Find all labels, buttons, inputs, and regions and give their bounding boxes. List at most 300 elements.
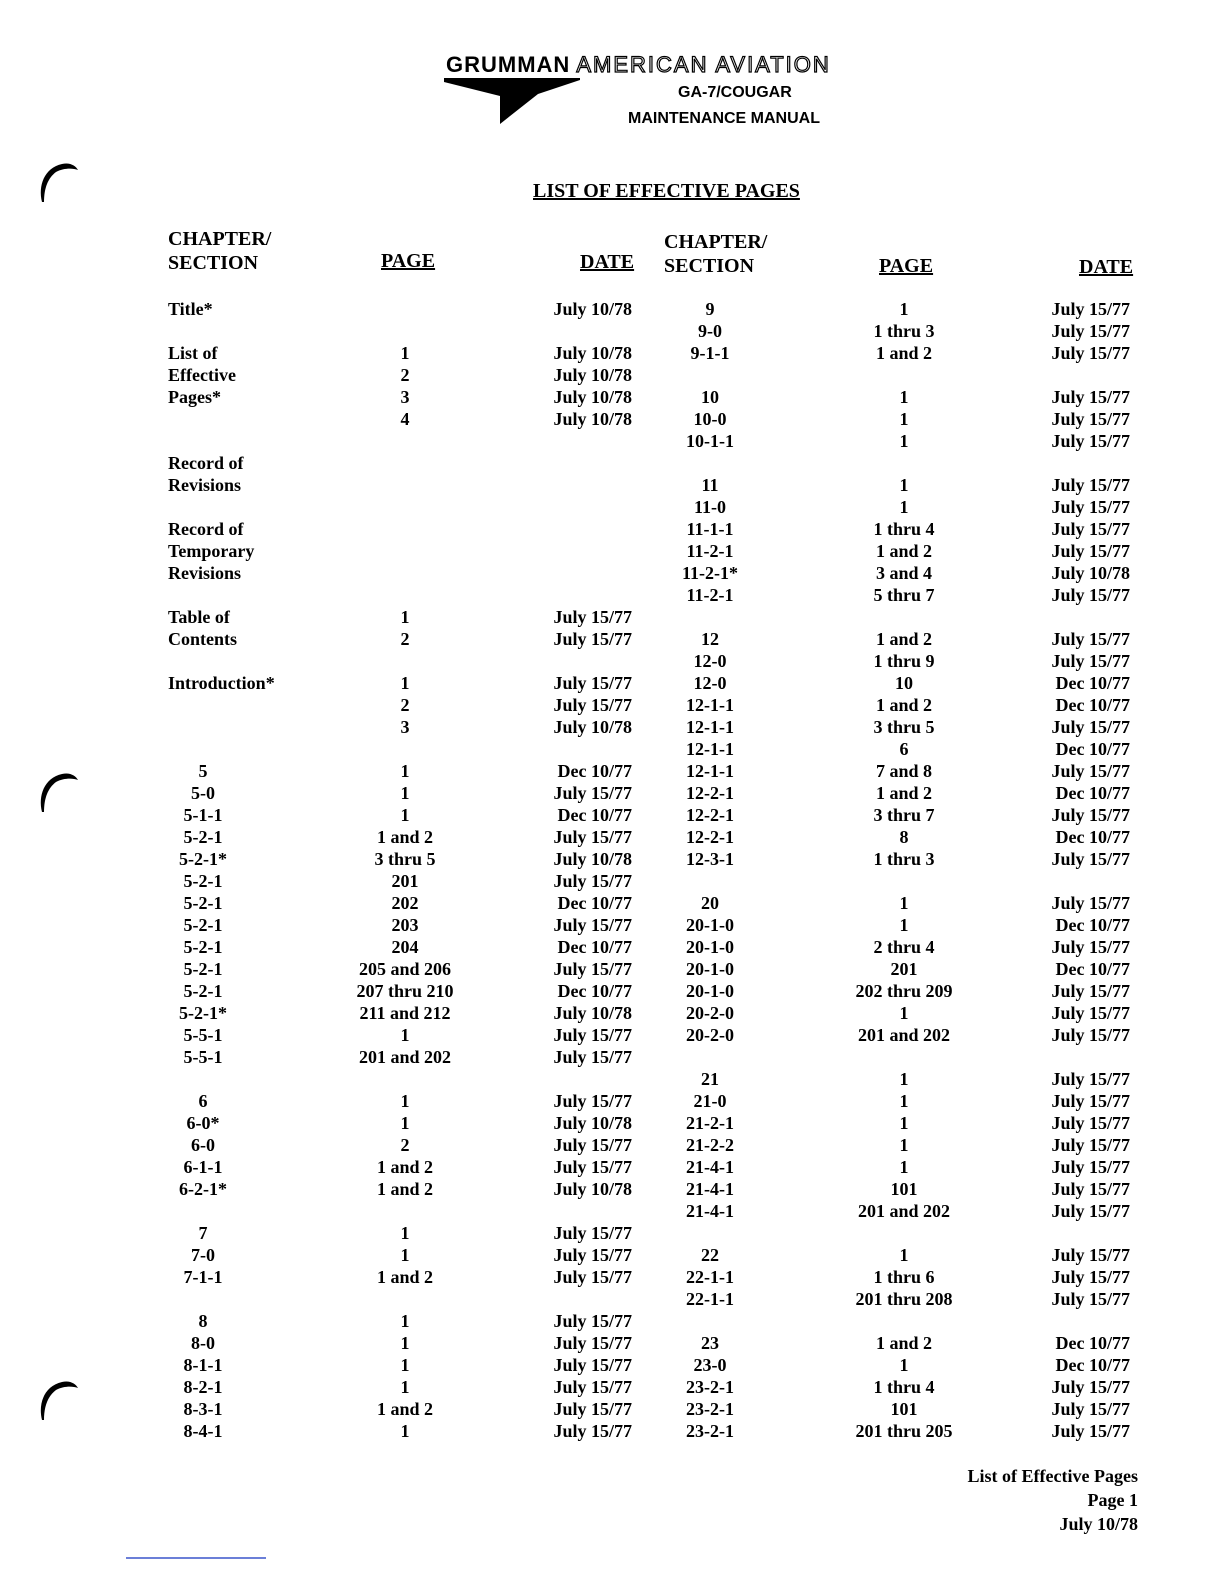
right_table-date-cell: Dec 10/77 (1055, 959, 1130, 979)
right_table-section-cell: 21 (701, 1069, 719, 1089)
right_table-page-cell: 201 thru 205 (855, 1421, 953, 1441)
left_table-section-cell: 5-5-1 (183, 1047, 223, 1067)
left_table-section-cell: Contents (168, 629, 238, 649)
right_table-date-cell: July 15/77 (1051, 1069, 1130, 1089)
left_table-section-cell: 6-2-1* (179, 1179, 227, 1199)
right_table-date-cell: July 15/77 (1051, 497, 1130, 517)
right_table-section-cell: 10-1-1 (686, 431, 734, 451)
right_table-date-cell: July 15/77 (1051, 1245, 1130, 1265)
left_table-page-cell: 1 (400, 1025, 410, 1045)
left_table-page-cell (330, 738, 480, 760)
document-header (440, 52, 900, 142)
right-date-header: DATE (1079, 256, 1134, 278)
chapter-label: CHAPTER/ (664, 231, 768, 253)
right_table-section-cell (650, 452, 770, 474)
right_table-page-cell: 1 (899, 409, 909, 429)
left_table-page-cell: 1 (400, 1333, 410, 1353)
right_table-page-cell: 1 and 2 (875, 783, 933, 803)
right_table-section-cell: 21-4-1 (686, 1157, 734, 1177)
right_table-section-cell: 23-2-1 (686, 1421, 734, 1441)
footer-date: July 10/78 (1059, 1514, 1138, 1534)
left_table-page-cell: 4 (400, 409, 410, 429)
left_table-date-cell: July 15/77 (553, 827, 632, 847)
left_table-section-cell: 7-0 (191, 1245, 215, 1265)
left_table-date-cell: July 15/77 (553, 673, 632, 693)
left_table-page-cell: 201 and 202 (358, 1047, 452, 1067)
right_table-page-cell: 1 and 2 (875, 629, 933, 649)
left_table-page-cell (330, 1288, 480, 1310)
right_table-section-cell: 11-0 (693, 497, 726, 517)
right_table-date-cell: July 15/77 (1051, 519, 1130, 539)
left_table-page-cell: 211 and 212 (359, 1003, 451, 1023)
left_table-section-cell: 5-2-1 (183, 827, 223, 847)
right_table-page-cell: 1 (899, 299, 909, 319)
scan-artifact-line (126, 1557, 266, 1559)
right_table-page-cell (830, 1046, 978, 1068)
left_table-date-cell: July 15/77 (553, 1421, 632, 1441)
left_table-date-cell: July 10/78 (553, 1113, 632, 1133)
right_table-page-cell (830, 606, 978, 628)
right_table-page-cell: 1 (899, 431, 909, 451)
left_table-date-cell: July 10/78 (553, 1179, 632, 1199)
right_table-date-cell: July 15/77 (1051, 1025, 1130, 1045)
manual-name: MAINTENANCE MANUAL (628, 110, 820, 127)
right_table-section-cell: 11-2-1 (686, 541, 734, 561)
right_table-date-cell: July 15/77 (1051, 431, 1130, 451)
left_table-date-cell (520, 562, 632, 584)
right_table-page-cell: 1 and 2 (875, 695, 933, 715)
right-chapter-header (664, 230, 767, 278)
right_table-page-cell: 3 thru 5 (873, 717, 935, 737)
left_table-section-cell: Revisions (168, 475, 242, 495)
left_table-section-cell: 5-2-1* (179, 849, 227, 869)
left-section-column (168, 298, 298, 1442)
right_table-date-cell: Dec 10/77 (1055, 1355, 1130, 1375)
left_table-section-cell: 5-2-1 (183, 937, 223, 957)
right-date-column (1010, 298, 1130, 1442)
right_table-page-cell: 7 and 8 (875, 761, 933, 781)
left_table-date-cell (520, 320, 632, 342)
right_table-section-cell: 12-1-1 (686, 761, 734, 781)
left_table-section-cell: 5 (198, 761, 208, 781)
right_table-section-cell: 12-1-1 (686, 717, 734, 737)
right_table-date-cell: Dec 10/77 (1055, 827, 1130, 847)
left_table-section-cell (168, 716, 298, 738)
right_table-section-cell: 21-2-2 (686, 1135, 734, 1155)
right_table-date-cell: Dec 10/77 (1055, 673, 1130, 693)
right_table-date-cell: July 15/77 (1051, 475, 1130, 495)
right_table-section-cell: 20 (701, 893, 719, 913)
right_table-date-cell (1010, 606, 1130, 628)
right_table-section-cell: 12-2-1 (686, 805, 734, 825)
left_table-date-cell: July 10/78 (553, 717, 632, 737)
right_table-section-cell: 23-2-1 (686, 1399, 734, 1419)
left_table-page-cell: 1 (400, 1091, 410, 1111)
left_table-page-cell (330, 496, 480, 518)
left_table-page-cell: 1 and 2 (376, 1267, 434, 1287)
right_table-section-cell (650, 870, 770, 892)
left_table-date-cell (520, 430, 632, 452)
right-page-header: PAGE (879, 255, 934, 277)
right_table-section-cell: 20-1-0 (686, 981, 734, 1001)
chapter-label: CHAPTER/ (168, 228, 272, 250)
left_table-section-cell: 5-2-1 (183, 959, 223, 979)
right_table-page-cell: 1 (899, 475, 909, 495)
binder-mark-icon (36, 768, 86, 818)
right_table-date-cell: July 15/77 (1051, 1201, 1130, 1221)
left_table-date-cell: July 15/77 (553, 1355, 632, 1375)
right_table-page-cell: 1 thru 3 (873, 321, 935, 341)
right_table-page-cell: 6 (899, 739, 909, 759)
right_table-date-cell: Dec 10/77 (1055, 783, 1130, 803)
right_table-section-cell (650, 364, 770, 386)
right_table-section-cell (650, 606, 770, 628)
left_table-section-cell: Introduction* (168, 673, 275, 693)
left_table-section-cell: 5-0 (191, 783, 215, 803)
left_table-date-cell: July 10/78 (553, 1003, 632, 1023)
model-name: GA-7/COUGAR (678, 84, 792, 101)
right_table-section-cell: 12-0 (693, 651, 727, 671)
right-page-column (830, 298, 978, 1442)
right_table-date-cell: July 15/77 (1051, 299, 1130, 319)
left_table-section-cell: 6-0* (186, 1113, 220, 1133)
left_table-page-cell (330, 540, 480, 562)
right_table-page-cell: 201 (890, 959, 918, 979)
left_table-section-cell: Record of (168, 519, 244, 539)
left_table-date-cell: July 15/77 (553, 1267, 632, 1287)
left_table-date-cell (520, 738, 632, 760)
right_table-date-cell: July 15/77 (1051, 1135, 1130, 1155)
left_table-page-cell: 1 and 2 (376, 1399, 434, 1419)
left_table-date-cell (520, 1288, 632, 1310)
left_table-section-cell: 8-3-1 (183, 1399, 223, 1419)
left_table-date-cell: July 15/77 (553, 629, 632, 649)
right_table-date-cell: July 15/77 (1051, 1003, 1130, 1023)
right_table-section-cell (650, 1222, 770, 1244)
right_table-section-cell: 20-1-0 (686, 937, 734, 957)
right_table-section-cell: 12-1-1 (686, 695, 734, 715)
right_table-page-cell: 1 and 2 (875, 541, 933, 561)
right_table-section-cell: 12-2-1 (686, 827, 734, 847)
right_table-page-cell: 1 and 2 (875, 1333, 933, 1353)
left_table-date-cell: July 15/77 (553, 1245, 632, 1265)
right_table-date-cell: July 15/77 (1051, 541, 1130, 561)
left-date-column (520, 298, 632, 1442)
left_table-section-cell: 8-2-1 (183, 1377, 223, 1397)
left_table-date-cell: July 10/78 (553, 365, 632, 385)
brand-bold-text: GRUMMAN (446, 52, 571, 77)
right_table-section-cell: 21-4-1 (686, 1201, 734, 1221)
right_table-date-cell: July 15/77 (1051, 893, 1130, 913)
left_table-page-cell: 1 (400, 1355, 410, 1375)
left_table-date-cell: July 15/77 (553, 1333, 632, 1353)
left_table-section-cell: Effective (168, 365, 236, 385)
right_table-page-cell: 1 (899, 1003, 909, 1023)
right_table-page-cell: 3 thru 7 (873, 805, 935, 825)
right_table-date-cell (1010, 1046, 1130, 1068)
left_table-section-cell: Record of (168, 453, 244, 473)
left_table-section-cell (168, 738, 298, 760)
right_table-date-cell: July 15/77 (1051, 321, 1130, 341)
left_table-page-cell: 2 (400, 365, 410, 385)
left_table-section-cell: 6-0 (191, 1135, 215, 1155)
left_table-section-cell (168, 584, 298, 606)
left_table-section-cell: Title* (168, 299, 213, 319)
left_table-section-cell: List of (168, 343, 218, 363)
right_table-date-cell: July 15/77 (1051, 805, 1130, 825)
right_table-date-cell: Dec 10/77 (1055, 739, 1130, 759)
delta-wing-logo-icon (440, 74, 590, 184)
right_table-page-cell: 1 (899, 893, 909, 913)
left_table-page-cell: 203 (391, 915, 419, 935)
left_table-page-cell: 2 (400, 695, 410, 715)
left_table-date-cell: July 15/77 (553, 1025, 632, 1045)
left_table-page-cell: 1 (400, 673, 410, 693)
right_table-page-cell (830, 364, 978, 386)
right_table-page-cell: 1 thru 4 (873, 1377, 935, 1397)
right_table-date-cell: July 15/77 (1051, 343, 1130, 363)
left_table-page-cell: 3 (400, 717, 410, 737)
left_table-page-cell (330, 562, 480, 584)
left_table-date-cell: July 15/77 (553, 959, 632, 979)
left_table-page-cell: 1 (400, 1421, 410, 1441)
left_table-section-cell (168, 408, 298, 430)
left_table-page-cell: 1 (400, 1311, 410, 1331)
left_table-page-cell: 3 thru 5 (374, 849, 436, 869)
right_table-page-cell: 5 thru 7 (873, 585, 935, 605)
right_table-section-cell: 20-2-0 (686, 1003, 734, 1023)
left_table-date-cell (520, 496, 632, 518)
right_table-page-cell: 201 thru 208 (855, 1289, 953, 1309)
left_table-date-cell: July 15/77 (553, 783, 632, 803)
right_table-page-cell: 1 (899, 497, 909, 517)
right_table-date-cell: July 15/77 (1051, 1377, 1130, 1397)
left_table-section-cell (168, 496, 298, 518)
binder-mark-icon (36, 1376, 86, 1426)
left_table-date-cell: Dec 10/77 (557, 893, 632, 913)
right_table-date-cell (1010, 1222, 1130, 1244)
right_table-page-cell: 201 and 202 (857, 1201, 951, 1221)
right_table-section-cell: 23-0 (693, 1355, 727, 1375)
left_table-section-cell (168, 430, 298, 452)
left_table-date-cell: July 10/78 (553, 849, 632, 869)
right_table-section-cell: 12 (701, 629, 719, 649)
right_table-page-cell: 10 (895, 673, 913, 693)
left_table-page-cell: 3 (400, 387, 410, 407)
left_table-page-cell: 1 (400, 1113, 410, 1133)
footer-doc-name: List of Effective Pages (967, 1466, 1138, 1486)
left_table-section-cell: 5-2-1 (183, 981, 223, 1001)
left-chapter-header (168, 227, 271, 275)
left_table-page-cell (330, 650, 480, 672)
left_table-page-cell (330, 584, 480, 606)
right_table-date-cell: July 15/77 (1051, 981, 1130, 1001)
left_table-page-cell (330, 474, 480, 496)
left_table-date-cell: July 10/78 (553, 387, 632, 407)
right_table-page-cell (830, 1222, 978, 1244)
section-label: SECTION (664, 255, 755, 277)
right_table-page-cell: 1 thru 4 (873, 519, 935, 539)
right_table-date-cell: Dec 10/77 (1055, 1333, 1130, 1353)
right_table-date-cell: July 15/77 (1051, 1179, 1130, 1199)
left_table-page-cell (330, 518, 480, 540)
right_table-section-cell: 20-1-0 (686, 915, 734, 935)
section-label: SECTION (168, 252, 259, 274)
right_table-date-cell (1010, 1310, 1130, 1332)
left_table-page-cell: 1 (400, 1245, 410, 1265)
right_table-page-cell: 101 (890, 1179, 918, 1199)
left_table-section-cell (168, 694, 298, 716)
right_table-date-cell: July 15/77 (1051, 1421, 1130, 1441)
right_table-page-cell: 3 and 4 (875, 563, 933, 583)
right_table-section-cell: 23 (701, 1333, 719, 1353)
right_table-section-cell: 12-3-1 (686, 849, 734, 869)
right_table-date-cell: July 15/77 (1051, 717, 1130, 737)
binder-mark-icon (36, 158, 86, 208)
right_table-page-cell: 1 thru 6 (873, 1267, 935, 1287)
left_table-date-cell (520, 518, 632, 540)
right_table-date-cell: July 15/77 (1051, 1267, 1130, 1287)
brand-outline-text: AMERICAN AVIATION (576, 52, 831, 77)
left_table-page-cell: 2 (400, 1135, 410, 1155)
left_table-date-cell (520, 474, 632, 496)
right_table-date-cell: Dec 10/77 (1055, 915, 1130, 935)
left_table-page-cell: 1 (400, 1377, 410, 1397)
left_table-page-cell: 1 (400, 805, 410, 825)
right_table-section-cell: 22-1-1 (686, 1267, 734, 1287)
right_table-date-cell: July 15/77 (1051, 1091, 1130, 1111)
left_table-date-cell: Dec 10/77 (557, 981, 632, 1001)
left-page-column (330, 298, 480, 1442)
right_table-page-cell: 1 (899, 1069, 909, 1089)
left_table-page-cell (330, 430, 480, 452)
right_table-page-cell: 201 and 202 (857, 1025, 951, 1045)
left_table-section-cell: Revisions (168, 563, 242, 583)
right_table-page-cell (830, 452, 978, 474)
right_table-section-cell: 9-1-1 (690, 343, 730, 363)
right_table-page-cell: 202 thru 209 (855, 981, 953, 1001)
right_table-section-cell: 12-0 (693, 673, 727, 693)
left_table-date-cell: July 15/77 (553, 1223, 632, 1243)
right_table-section-cell: 21-2-1 (686, 1113, 734, 1133)
right_table-page-cell: 1 (899, 1113, 909, 1133)
left_table-page-cell: 205 and 206 (358, 959, 452, 979)
right_table-date-cell: July 15/77 (1051, 761, 1130, 781)
right_table-section-cell: 10 (701, 387, 719, 407)
right_table-date-cell: Dec 10/77 (1055, 695, 1130, 715)
left_table-section-cell (168, 1288, 298, 1310)
right_table-page-cell: 1 (899, 1091, 909, 1111)
left_table-date-cell (520, 540, 632, 562)
left_table-date-cell: Dec 10/77 (557, 805, 632, 825)
left_table-page-cell: 1 (400, 783, 410, 803)
left_table-section-cell: 7-1-1 (183, 1267, 223, 1287)
left_table-page-cell: 204 (391, 937, 419, 957)
right_table-date-cell: July 15/77 (1051, 585, 1130, 605)
left_table-date-cell (520, 452, 632, 474)
right_table-date-cell (1010, 364, 1130, 386)
right_table-date-cell: July 15/77 (1051, 1157, 1130, 1177)
right_table-section-cell: 22-1-1 (686, 1289, 734, 1309)
left_table-date-cell: July 15/77 (553, 871, 632, 891)
right_table-page-cell: 1 thru 3 (873, 849, 935, 869)
left_table-page-cell (330, 1068, 480, 1090)
right_table-page-cell: 1 thru 9 (873, 651, 935, 671)
left_table-section-cell (168, 1068, 298, 1090)
left_table-page-cell: 1 (400, 607, 410, 627)
right_table-page-cell (830, 870, 978, 892)
right_table-section-cell (650, 1046, 770, 1068)
left_table-date-cell: July 10/78 (553, 299, 632, 319)
right_table-page-cell: 1 (899, 1245, 909, 1265)
right_table-date-cell (1010, 452, 1130, 474)
right_table-section-cell: 21-0 (693, 1091, 727, 1111)
left_table-page-cell (330, 298, 480, 320)
right_table-section-cell: 9-0 (698, 321, 722, 341)
left-date-header: DATE (580, 251, 635, 273)
left_table-date-cell: Dec 10/77 (557, 761, 632, 781)
left_table-date-cell (520, 1200, 632, 1222)
left_table-section-cell: 5-2-1 (183, 893, 223, 913)
right_table-section-cell: 11-2-1 (686, 585, 734, 605)
right_table-date-cell: July 15/77 (1051, 387, 1130, 407)
right_table-section-cell: 12-2-1 (686, 783, 734, 803)
right_table-page-cell: 2 thru 4 (873, 937, 935, 957)
left_table-section-cell (168, 320, 298, 342)
right_table-section-cell: 10-0 (693, 409, 727, 429)
left_table-section-cell: 8-1-1 (183, 1355, 223, 1375)
left_table-section-cell: 8 (198, 1311, 208, 1331)
left_table-date-cell: July 15/77 (553, 1047, 632, 1067)
left_table-section-cell: 5-2-1* (179, 1003, 227, 1023)
left_table-date-cell: July 15/77 (553, 1135, 632, 1155)
left_table-date-cell (520, 584, 632, 606)
left-page-header: PAGE (381, 250, 436, 272)
right_table-date-cell: July 15/77 (1051, 1399, 1130, 1419)
right_table-section-cell: 12-1-1 (686, 739, 734, 759)
left_table-section-cell (168, 1200, 298, 1222)
left_table-section-cell: 5-2-1 (183, 871, 223, 891)
left_table-page-cell: 1 and 2 (376, 1179, 434, 1199)
right_table-date-cell: July 15/77 (1051, 1289, 1130, 1309)
left_table-date-cell (520, 650, 632, 672)
left_table-section-cell: 8-4-1 (183, 1421, 223, 1441)
left_table-page-cell: 201 (391, 871, 419, 891)
page-footer (968, 1464, 1138, 1536)
right_table-date-cell: July 15/77 (1051, 409, 1130, 429)
left_table-section-cell: 6-1-1 (183, 1157, 223, 1177)
left_table-page-cell (330, 320, 480, 342)
right_table-date-cell (1010, 870, 1130, 892)
left_table-section-cell: Temporary (168, 541, 255, 561)
left_table-date-cell: July 15/77 (553, 607, 632, 627)
left_table-page-cell: 1 (400, 1223, 410, 1243)
right_table-page-cell: 1 (899, 1135, 909, 1155)
right_table-page-cell: 8 (899, 827, 909, 847)
left_table-page-cell: 202 (391, 893, 419, 913)
left_table-page-cell: 1 and 2 (376, 827, 434, 847)
right_table-date-cell: July 15/77 (1051, 629, 1130, 649)
right_table-section-cell: 23-2-1 (686, 1377, 734, 1397)
left_table-date-cell: Dec 10/77 (557, 937, 632, 957)
right_table-page-cell: 1 and 2 (875, 343, 933, 363)
right_table-page-cell: 1 (899, 1355, 909, 1375)
left_table-section-cell (168, 650, 298, 672)
right_table-section-cell: 20-2-0 (686, 1025, 734, 1045)
left_table-page-cell: 1 and 2 (376, 1157, 434, 1177)
left_table-page-cell: 207 thru 210 (356, 981, 454, 1001)
left_table-date-cell: July 15/77 (553, 1311, 632, 1331)
